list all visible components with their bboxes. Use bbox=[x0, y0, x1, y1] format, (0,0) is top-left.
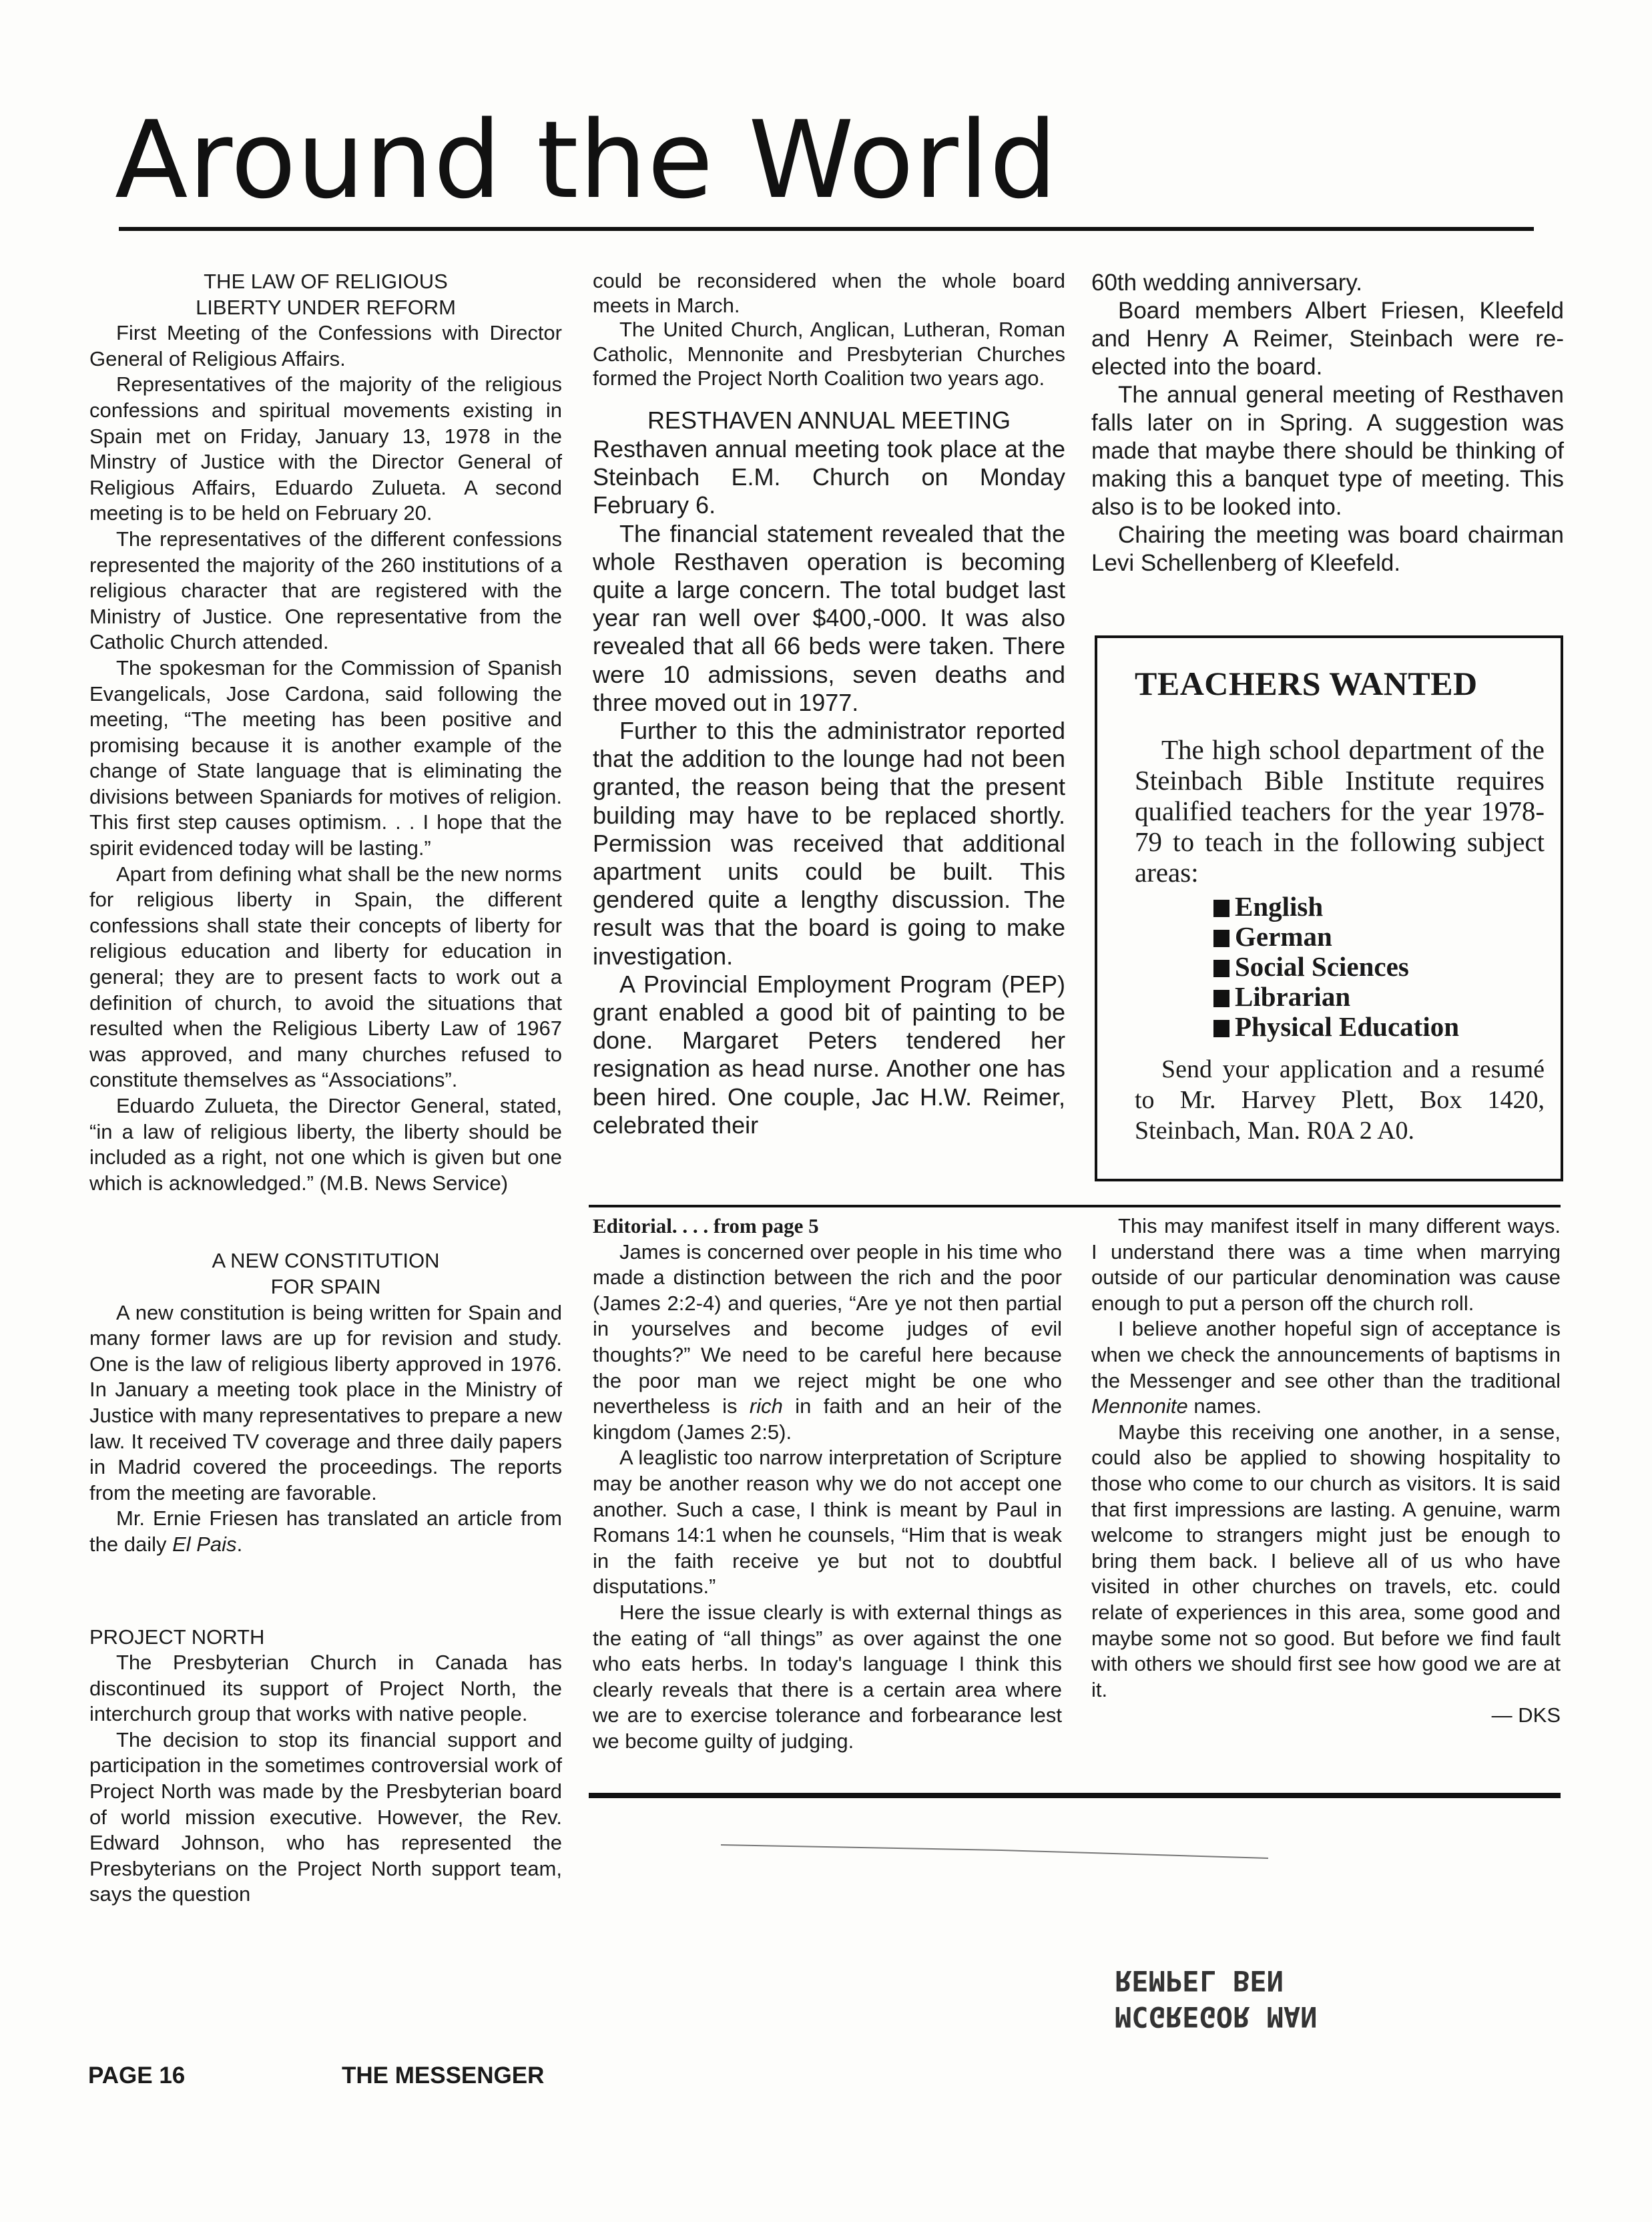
paragraph: A new constitution is being written for Spain and many former laws are up for revision and study. One is the law of religious liberty approved in 1976. In January a meeting took place in the Ministry of Justice with many representatives to prepare a new law. It received TV coverage and three daily papers in Madrid covered the proceedings. The reports from the meeting are favorable. bbox=[89, 1300, 562, 1504]
pencil-mark bbox=[721, 1841, 1268, 1868]
bullet-square-icon bbox=[1213, 990, 1229, 1007]
paragraph: could be reconsidered when the whole board meets in March. bbox=[593, 269, 1065, 317]
paragraph: 60th wedding anniversary. bbox=[1091, 270, 1362, 296]
resthaven-heading: RESTHAVEN ANNUAL MEETING bbox=[647, 406, 1011, 434]
paragraph: Board members Albert Friesen, Kleefeld and Henry A Reimer, Steinbach were re-elected into the board. bbox=[1091, 298, 1564, 380]
column-3 bbox=[1091, 269, 1564, 577]
paragraph: Apart from defining what shall be the new norms for religious liberty in Spain, the different confessions shall state their concepts of liberty for religious education and liberty for education in general; they are to present facts to work out a definition of church, to avoid the situations that resulted when the Religious Liberty Law of 1967 was approved, and many churches refused to constitute themselves as “Associations”. bbox=[89, 862, 562, 1092]
ad-body: The high school department of the Steinbach Bible Institute requires qualified teachers for the year 1978-79 to teach in the following subject areas: bbox=[1135, 734, 1545, 888]
editorial-heading: Editorial. . . . from page 5 bbox=[593, 1214, 819, 1237]
address-stamp: MCGREGOR MAN REMPEL BEN bbox=[1115, 1964, 1318, 2033]
ad-title: TEACHERS WANTED bbox=[1135, 665, 1478, 702]
editorial-signature: — DKS bbox=[1491, 1703, 1561, 1727]
paragraph: James is concerned over people in his time who made a distinction between the rich and the poor (James 2:2-4) and queries, “Are ye not then partial in yourselves and become judges of evil thoughts?” We need to be careful here because the poor man we reject might be one who nevertheless is rich in faith and an heir of the kingdom (James 2:5). bbox=[593, 1239, 1063, 1444]
teachers-wanted-ad bbox=[1095, 635, 1563, 1181]
paragraph: Further to this the administrator reported that the addition to the lounge had not been granted, the reason being that the present building may have to be replaced shortly. Permission was received that additional apartment units could be built. This gendered quite a lengthy discussion. The result was that the board is going to make investigation. bbox=[593, 717, 1065, 970]
paragraph: This may manifest itself in many different ways. I understand there was a time when marrying outside of our particular denomination was cause enough to put a person off the church roll. bbox=[1091, 1214, 1561, 1315]
column-1 bbox=[89, 269, 562, 1908]
constitution-heading: A NEW CONSTITUTION FOR SPAIN bbox=[212, 1249, 440, 1298]
paragraph: Eduardo Zulueta, the Director General, stated, “in a law of religious liberty, the liberty should be included as a right, not one which is given but one which is acknowledged.” (M.B. News Service) bbox=[89, 1094, 562, 1195]
subject-list bbox=[1213, 892, 1545, 1042]
subject-item: Librarian bbox=[1213, 982, 1545, 1012]
editorial-column-2 bbox=[1091, 1213, 1561, 1729]
paragraph: Here the issue clearly is with external things as the eating of “all things” as over against the one who eats herbs. In today's language I think this clearly reveals that there is a certain area where we are to exercise tolerance and forbearance lest we become guilty of judging. bbox=[593, 1600, 1062, 1753]
paragraph: A Provincial Employment Program (PEP) grant enabled a good bit of painting to be done. Margaret Peters tendered her resignation as head nurse. Another one has been hired. One couple, Jac H.W. Reimer, celebrated their bbox=[593, 970, 1065, 1139]
subject-item: Social Sciences bbox=[1213, 952, 1545, 982]
paragraph: The spokesman for the Commission of Spanish Evangelicals, Jose Cardona, said following the meeting, “The meeting has been positive and promising because it is another example of the change of State language that is eliminating the divisions between Spaniards for motives of religion. This first step causes optimism. . . I hope that the spirit evidenced today will be lasting.” bbox=[89, 655, 562, 860]
bullet-square-icon bbox=[1213, 1020, 1229, 1037]
paragraph: Resthaven annual meeting took place at the Steinbach E.M. Church on Monday February 6. bbox=[593, 435, 1065, 519]
paragraph: First Meeting of the Confessions with Director General of Religious Affairs. bbox=[89, 321, 562, 370]
ad-apply: Send your application and a resumé to Mr. Harvey Plett, Box 1420, Steinbach, Man. R0A 2 A0. bbox=[1135, 1055, 1545, 1145]
page-title: Around the World bbox=[115, 97, 1058, 222]
bullet-square-icon bbox=[1213, 930, 1229, 947]
paragraph: The decision to stop its financial support and participation in the sometimes controversial work of Project North was made by the Presbyterian board of world mission executive. However, the Rev. Edward Johnson, who has represented the Presbyterians on the Project North support team, says the question bbox=[89, 1727, 562, 1906]
paragraph: Maybe this receiving one another, in a sense, could also be applied to showing hospitality to those who come to our church as visitors. It is said that first impressions are lasting. A genuine, warm welcome to strangers might just be enough to bring them back. I believe all of us who have visited in other churches on travels, etc. could relate of experiences in this area, some good and maybe some not so good. But before we find fault with others we should first see how good we are at it. bbox=[1091, 1420, 1561, 1701]
paragraph: The Presbyterian Church in Canada has discontinued its support of Project North, the interchurch group that works with native people. bbox=[89, 1651, 562, 1726]
paragraph: I believe another hopeful sign of acceptance is when we check the announcements of baptisms in the Messenger and see other than the traditional Mennonite names. bbox=[1091, 1317, 1561, 1418]
project-north-heading: PROJECT NORTH bbox=[89, 1625, 265, 1649]
publication-name: THE MESSENGER bbox=[342, 2062, 545, 2089]
page-number: PAGE 16 bbox=[88, 2062, 186, 2089]
paragraph: The financial statement revealed that the whole Resthaven operation is becoming quite a large concern. The total budget last year ran well over $400,-000. It was also revealed that all 66 beds were taken. There were 10 admissions, seven deaths and three moved out in 1977. bbox=[593, 519, 1065, 716]
paragraph: A leaglistic too narrow interpretation of Scripture may be another reason why we do not accept one another. Such a case, I think is meant by Paul in Romans 14:1 when he counsels, “Him that is weak in the faith receive ye but not to doubtful disputations.” bbox=[593, 1446, 1062, 1599]
bottom-rule bbox=[589, 1793, 1561, 1798]
paragraph: The representatives of the different confessions represented the majority of the 260 institutions of a religious character that are registered with the Ministry of Justice. One representative from the Catholic Church attended. bbox=[89, 527, 562, 654]
subject-item: English bbox=[1213, 892, 1545, 922]
subject-item: Physical Education bbox=[1213, 1012, 1545, 1042]
column-2 bbox=[593, 269, 1065, 1139]
editorial-column-1 bbox=[593, 1213, 1062, 1754]
paragraph: The United Church, Anglican, Lutheran, Roman Catholic, Mennonite and Presbyterian Churches formed the Project North Coalition two years ago. bbox=[593, 318, 1065, 390]
paragraph: The annual general meeting of Resthaven falls later on in Spring. A suggestion was made that maybe there should be thinking of making this a banquet type of meeting. This also is to be looked into. bbox=[1091, 382, 1564, 520]
bullet-square-icon bbox=[1213, 960, 1229, 977]
title-rule bbox=[119, 227, 1534, 231]
subject-item: German bbox=[1213, 922, 1545, 952]
bullet-square-icon bbox=[1213, 900, 1229, 917]
paragraph: Chairing the meeting was board chairman Levi Schellenberg of Kleefeld. bbox=[1091, 522, 1564, 576]
paragraph: Representatives of the majority of the religious confessions and spiritual movements existing in Spain met on Friday, January 13, 1978 in the Minstry of Justice with the Director General of Religious Affairs, Eduardo Zulueta. A second meeting is to be held on February 20. bbox=[89, 372, 562, 525]
editorial-rule bbox=[589, 1205, 1561, 1207]
paragraph: Mr. Ernie Friesen has translated an article from the daily El Pais. bbox=[89, 1506, 562, 1556]
religious-liberty-heading: THE LAW OF RELIGIOUS LIBERTY UNDER REFORM bbox=[196, 270, 456, 319]
